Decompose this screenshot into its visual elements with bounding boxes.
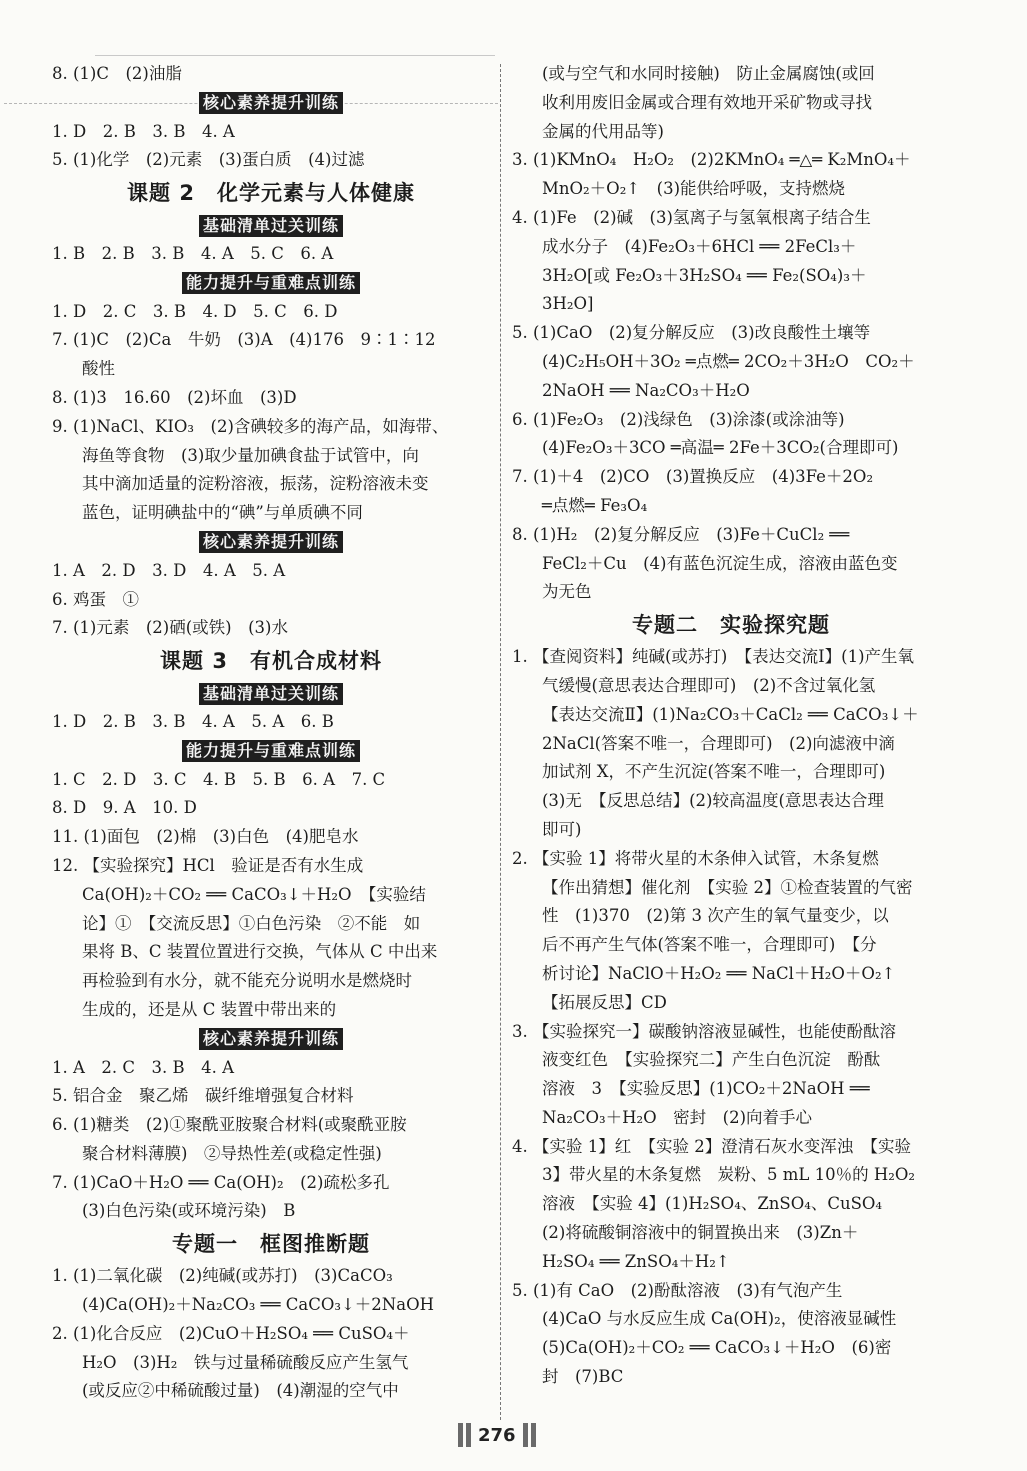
answer-line: 5. (1)有 CaO (2)酚酞溶液 (3)有气泡产生	[512, 1280, 843, 1300]
section-band-label: 基础清单过关训练	[199, 683, 343, 705]
section-band-label: 基础清单过关训练	[199, 215, 343, 237]
section-band	[52, 211, 490, 240]
answer-line: 论】① 【交流反思】①白色污染 ②不能 如	[82, 913, 421, 933]
page-number: 276	[478, 1424, 516, 1446]
answer-line: 2. 【实验 1】将带火星的木条伸入试管，木条复燃	[512, 848, 879, 868]
answer-line: H₂O (3)H₂ 铁与过量稀硫酸反应产生氢气	[82, 1352, 409, 1372]
section-heading: 课题 2 化学元素与人体健康	[127, 181, 415, 206]
answer-line: (3)无 【反思总结】(2)较高温度(意思表达合理	[542, 791, 884, 811]
answer-line: 6. (1)糖类 (2)①聚酰亚胺聚合材料(或聚酰亚胺	[52, 1115, 407, 1135]
answer-line: 1. D 2. C 3. B 4. D 5. C 6. D	[52, 301, 338, 321]
answer-line: 2NaOH ══ Na₂CO₃＋H₂O	[542, 380, 750, 400]
top-rule	[95, 55, 495, 56]
answer-line: 后不再产生气体(答案不唯一，合理即可) 【分	[542, 935, 877, 955]
answer-line: 1. A 2. C 3. B 4. A	[52, 1057, 235, 1077]
answer-line: 即可)	[542, 819, 582, 839]
answer-line: H₂SO₄ ══ ZnSO₄＋H₂↑	[542, 1251, 730, 1271]
answer-line: 【拓展反思】CD	[542, 992, 667, 1012]
answer-line: 1. A 2. D 3. D 4. A 5. A	[52, 560, 286, 580]
section-band-label: 能力提升与重难点训练	[182, 272, 360, 294]
answer-line: 11. (1)面包 (2)棉 (3)白色 (4)肥皂水	[52, 827, 359, 847]
answer-line: FeCl₂＋Cu (4)有蓝色沉淀生成，溶液由蓝色变	[542, 553, 898, 573]
answer-line: (4)CaO 与水反应生成 Ca(OH)₂，使溶液显碱性	[542, 1309, 897, 1329]
footer-bar-right	[523, 1423, 528, 1447]
answer-line: 其中滴加适量的淀粉溶液，振荡，淀粉溶液未变	[82, 474, 429, 494]
answer-line: 析讨论】NaClO＋H₂O₂ ══ NaCl＋H₂O＋O₂↑	[542, 963, 896, 983]
page-footer	[458, 1420, 536, 1450]
answer-line: (2)将硫酸铜溶液中的铜置换出来 (3)Zn＋	[542, 1223, 859, 1243]
section-heading: 专题二 实验探究题	[632, 613, 830, 638]
section-band-label: 能力提升与重难点训练	[182, 740, 360, 762]
answer-line: 封 (7)BC	[542, 1367, 624, 1387]
answer-line: 2NaCl(答案不唯一，合理即可) (2)向滤液中滴	[542, 733, 895, 753]
answer-line: 【表达交流Ⅱ】(1)Na₂CO₃＋CaCl₂ ══ CaCO₃↓＋	[542, 704, 919, 724]
answer-line: 酸性	[82, 359, 115, 379]
answer-line: 7. (1)元素 (2)硒(或铁) (3)水	[52, 618, 288, 638]
answer-line: 3】带火星的木条复燃 炭粉、5 mL 10％的 H₂O₂	[542, 1165, 915, 1185]
answer-line: 3. 【实验探究一】碳酸钠溶液显碱性，也能使酚酞溶	[512, 1021, 896, 1041]
section-band	[52, 737, 490, 766]
answer-line: 12. 【实验探究】HCl 验证是否有水生成	[52, 855, 364, 875]
answer-line: 生成的，还是从 C 装置中带出来的	[82, 999, 337, 1019]
answer-line: 6. (1)Fe₂O₃ (2)浅绿色 (3)涂漆(或涂油等)	[512, 409, 845, 429]
answer-line: 性 (1)370 (2)第 3 次产生的氧气量变少，以	[542, 906, 889, 926]
answer-line: 收利用废旧金属或合理有效地开采矿物或寻找	[542, 92, 872, 112]
answer-line: 聚合材料薄膜) ②导热性差(或稳定性强)	[82, 1143, 382, 1163]
answer-line: 8. (1)H₂ (2)复分解反应 (3)Fe＋CuCl₂ ══	[512, 524, 850, 544]
answer-line: 7. (1)C (2)Ca 牛奶 (3)A (4)176 9∶1∶12	[52, 330, 436, 350]
answer-line: 3. (1)KMnO₄ H₂O₂ (2)2KMnO₄ ═△═ K₂MnO₄＋	[512, 150, 911, 170]
footer-bar-right	[531, 1423, 536, 1447]
answer-line: MnO₂＋O₂↑ (3)能供给呼吸，支持燃烧	[542, 179, 846, 199]
answer-line: 7. (1)CaO＋H₂O ══ Ca(OH)₂ (2)疏松多孔	[52, 1172, 390, 1192]
section-band	[52, 679, 490, 708]
answer-line: 5. 铝合金 聚乙烯 碳纤维增强复合材料	[52, 1086, 354, 1106]
answer-line: 溶液 3 【实验反思】(1)CO₂＋2NaOH ══	[542, 1079, 870, 1099]
answer-line: 2. (1)化合反应 (2)CuO＋H₂SO₄ ══ CuSO₄＋	[52, 1323, 410, 1343]
answer-line: 海鱼等食物 (3)取少量加碘食盐于试管中，向	[82, 445, 419, 465]
answer-line: 1. (1)二氧化碳 (2)纯碱(或苏打) (3)CaCO₃	[52, 1266, 393, 1286]
section-band	[52, 269, 490, 298]
answer-line: (4)Ca(OH)₂＋Na₂CO₃ ══ CaCO₃↓＋2NaOH	[82, 1295, 434, 1315]
section-band	[52, 89, 490, 118]
footer-bar-left	[458, 1423, 463, 1447]
section-band	[52, 528, 490, 557]
answer-line: 9. (1)NaCl、KIO₃ (2)含碘较多的海产品，如海带、	[52, 416, 449, 436]
answer-line: 再检验到有水分，就不能充分说明水是燃烧时	[82, 971, 412, 991]
answer-line: (4)C₂H₅OH＋3O₂ ═点燃═ 2CO₂＋3H₂O CO₂＋	[542, 351, 915, 371]
answer-line: 蓝色，证明碘盐中的“碘”与单质碘不同	[82, 503, 363, 523]
answer-line: 1. 【查阅资料】纯碱(或苏打) 【表达交流Ⅰ】(1)产生氧	[512, 647, 915, 667]
section-heading: 专题一 框图推断题	[172, 1232, 370, 1257]
answer-line: 4. (1)Fe (2)碱 (3)氢离子与氢氧根离子结合生	[512, 207, 871, 227]
answer-line: (3)白色污染(或环境污染) B	[82, 1201, 296, 1221]
answer-line: 气缓慢(意思表达合理即可) (2)不含过氧化氢	[542, 675, 876, 695]
answer-line: 8. D 9. A 10. D	[52, 798, 197, 818]
answer-line: 7. (1)＋4 (2)CO (3)置换反应 (4)3Fe＋2O₂	[512, 467, 874, 487]
section-band-label: 核心素养提升训练	[199, 531, 343, 553]
footer-bar-left	[466, 1423, 471, 1447]
answer-line: 3H₂O]	[542, 294, 594, 314]
answer-line: (4)Fe₂O₃＋3CO ═高温═ 2Fe＋3CO₂(合理即可)	[542, 438, 899, 458]
right-column	[512, 60, 950, 1392]
answer-line: 1. B 2. B 3. B 4. A 5. C 6. A	[52, 243, 334, 263]
answer-line: (或与空气和水同时接触) 防止金属腐蚀(或回	[542, 64, 875, 83]
section-band-label: 核心素养提升训练	[199, 92, 343, 114]
answer-line: 8. (1)3 16.60 (2)坏血 (3)D	[52, 387, 297, 407]
answer-line: (5)Ca(OH)₂＋CO₂ ══ CaCO₃↓＋H₂O (6)密	[542, 1338, 892, 1358]
answer-line: Ca(OH)₂＋CO₂ ══ CaCO₃↓＋H₂O 【实验结	[82, 884, 426, 904]
answer-line: 液变红色 【实验探究二】产生白色沉淀 酚酞	[542, 1050, 881, 1070]
answer-line: 溶液 【实验 4】(1)H₂SO₄、ZnSO₄、CuSO₄	[542, 1194, 883, 1214]
answer-line: 5. (1)CaO (2)复分解反应 (3)改良酸性土壤等	[512, 323, 871, 343]
answer-line: 1. D 2. B 3. B 4. A	[52, 121, 235, 141]
answer-line: 1. C 2. D 3. C 4. B 5. B 6. A 7. C	[52, 769, 386, 789]
answer-line: 8. (1)C (2)油脂	[52, 64, 182, 83]
answer-line: 3H₂O[或 Fe₂O₃＋3H₂SO₄ ══ Fe₂(SO₄)₃＋	[542, 265, 867, 285]
answer-line: 金属的代用品等)	[542, 121, 664, 141]
answer-line: ═点燃═ Fe₃O₄	[542, 495, 648, 515]
answer-line: 【作出猜想】催化剂 【实验 2】①检查装置的气密	[542, 877, 913, 897]
answer-line: 为无色	[542, 582, 592, 602]
answer-line: 加试剂 X，不产生沉淀(答案不唯一，合理即可)	[542, 762, 886, 782]
answer-line: 果将 B、C 装置位置进行交换，气体从 C 中出来	[82, 942, 438, 962]
answer-line: 成水分子 (4)Fe₂O₃＋6HCl ══ 2FeCl₃＋	[542, 236, 857, 256]
column-divider	[500, 64, 501, 1420]
answer-line: 5. (1)化学 (2)元素 (3)蛋白质 (4)过滤	[52, 150, 365, 170]
section-heading: 课题 3 有机合成材料	[160, 649, 382, 674]
answer-line: 1. D 2. B 3. B 4. A 5. A 6. B	[52, 711, 334, 731]
section-band	[52, 1025, 490, 1054]
answer-line: Na₂CO₃＋H₂O 密封 (2)向着手心	[542, 1107, 813, 1127]
section-band-label: 核心素养提升训练	[199, 1028, 343, 1050]
answer-line: (或反应②中稀硫酸过量) (4)潮湿的空气中	[82, 1381, 399, 1401]
answer-line: 6. 鸡蛋 ①	[52, 589, 139, 609]
answer-line: 4. 【实验 1】红 【实验 2】澄清石灰水变浑浊 【实验	[512, 1136, 911, 1156]
left-column	[52, 60, 490, 1406]
